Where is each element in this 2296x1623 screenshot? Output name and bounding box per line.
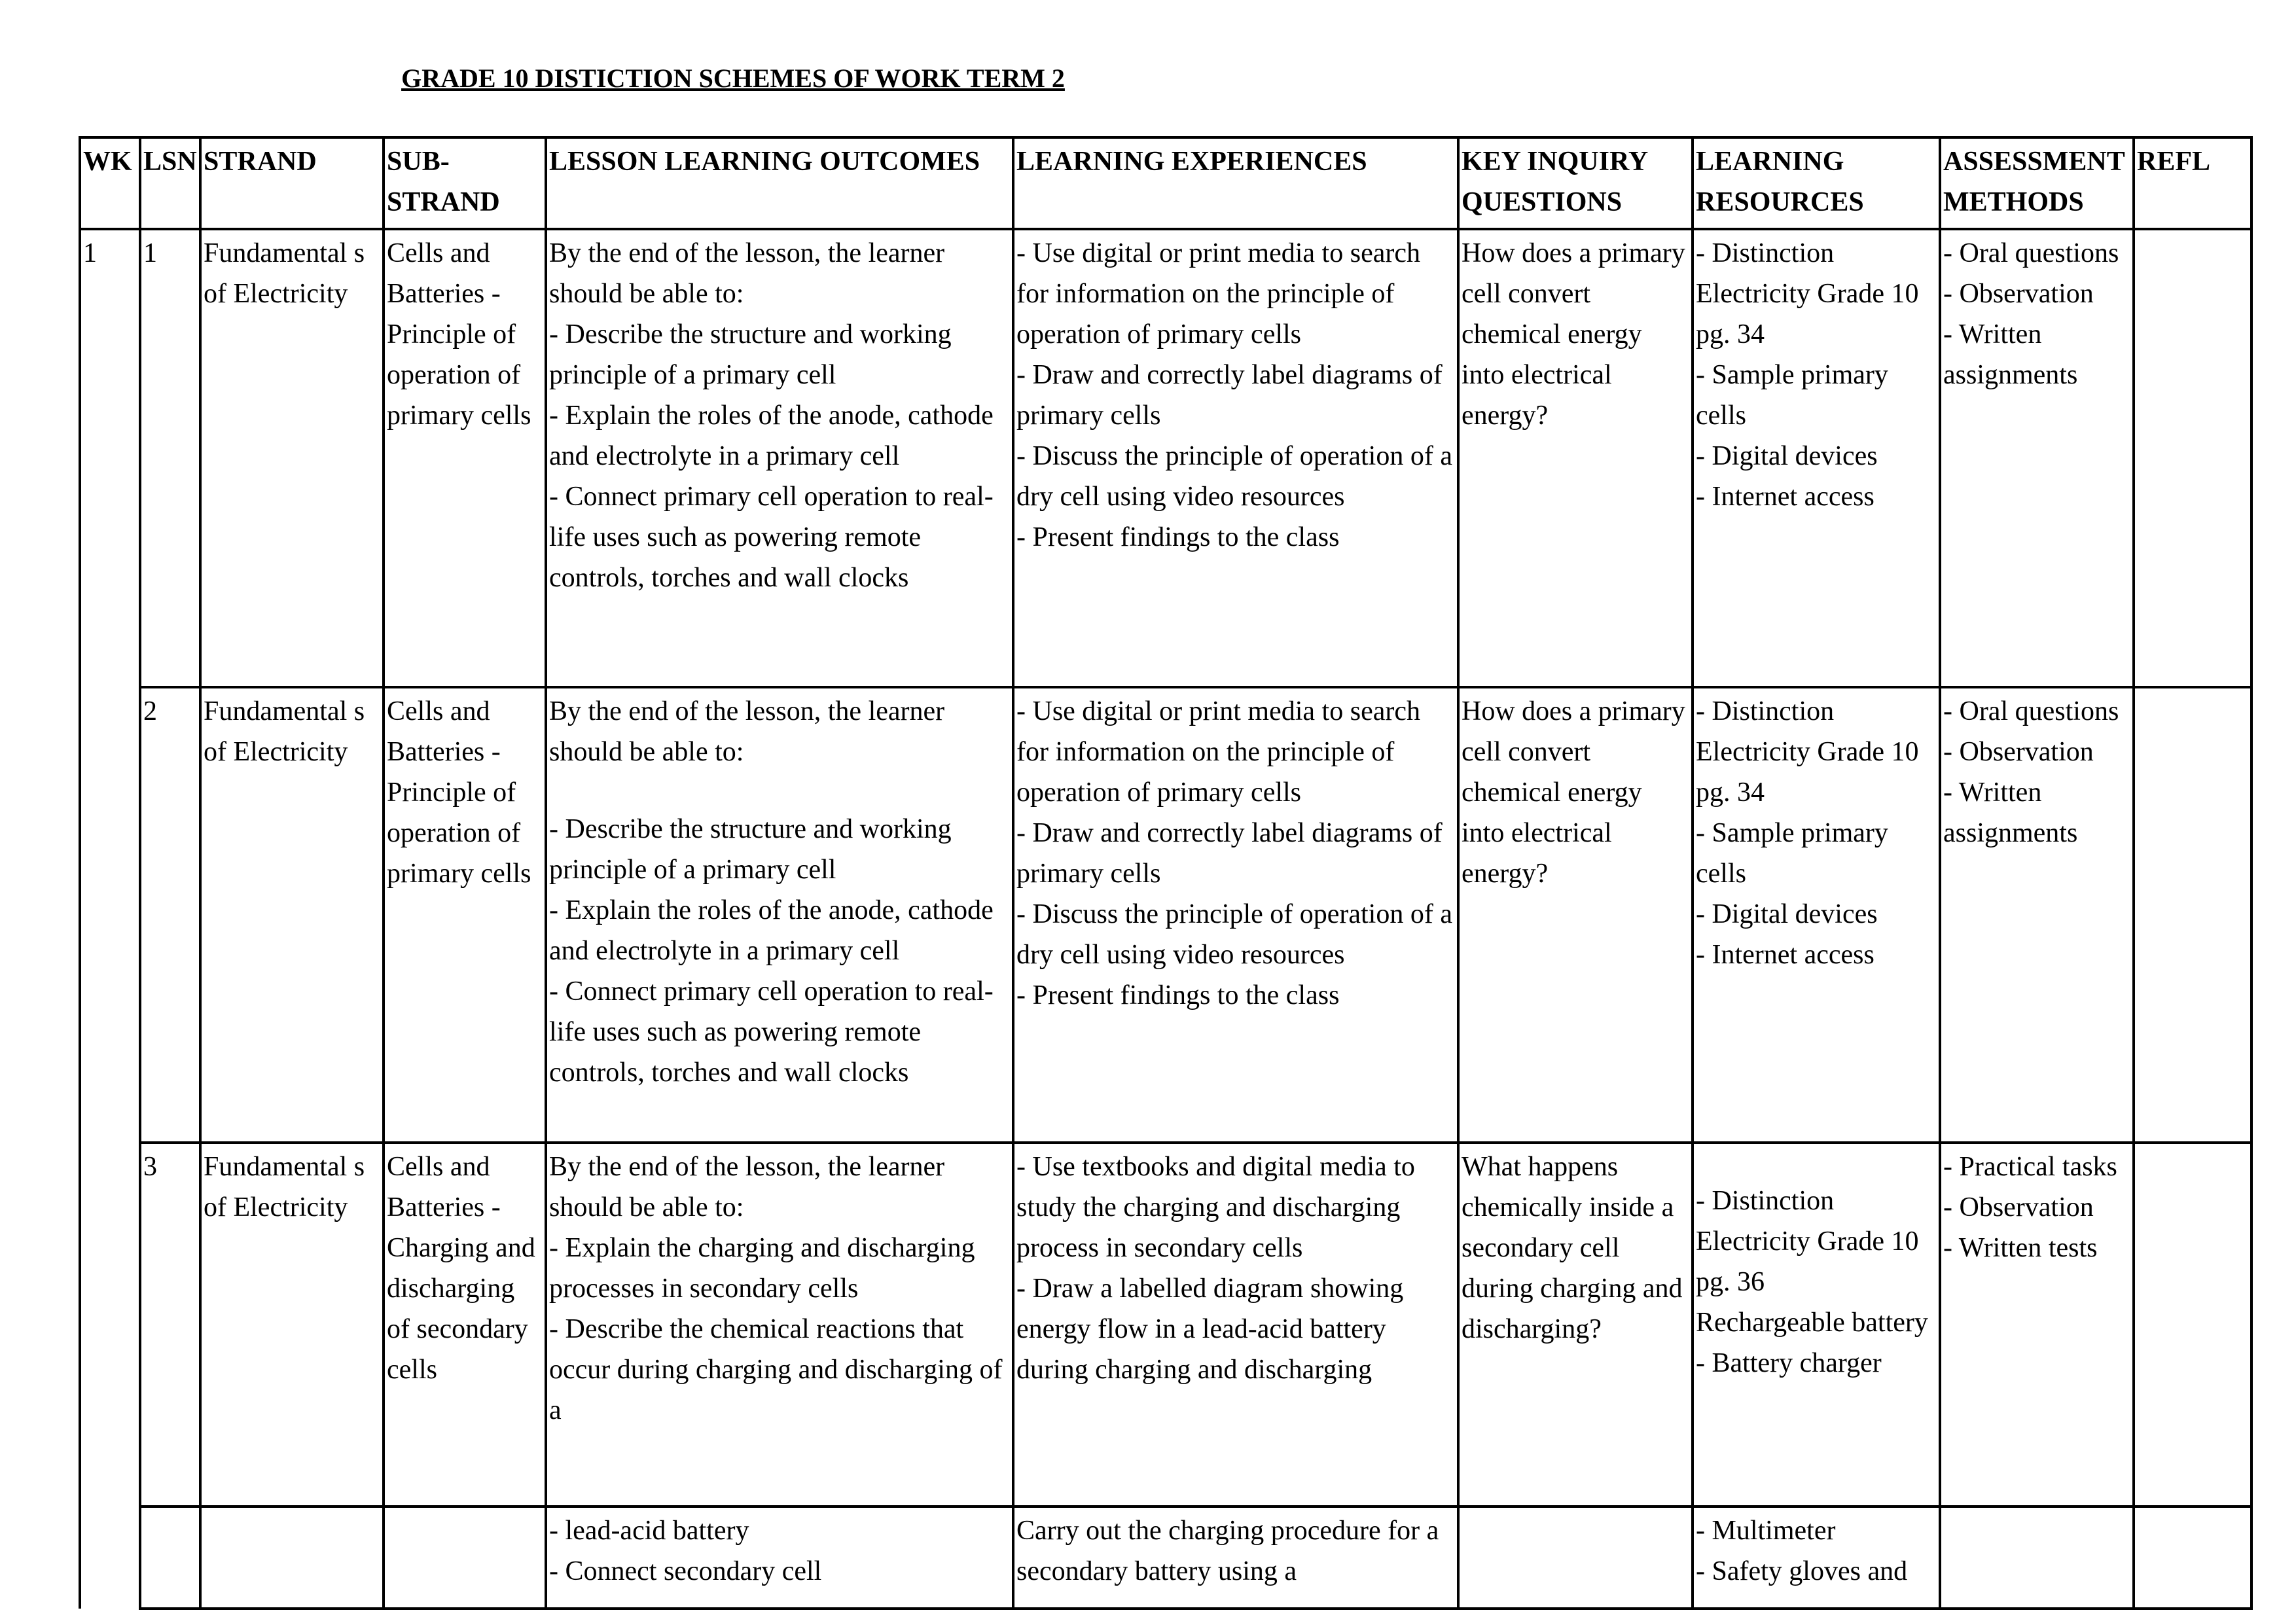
outcome-line: By the end of the lesson, the learner should be able to:	[549, 1152, 945, 1222]
inquiry-cell: How does a primary cell convert chemical energy into electrical energy?	[1458, 687, 1693, 1143]
table-row	[80, 687, 2251, 1143]
experiences-cell	[1013, 1143, 1458, 1507]
header-lsn: LSN	[140, 137, 200, 229]
header-wk: WK	[80, 137, 140, 229]
outcome-line: - Connect secondary cell	[549, 1556, 822, 1586]
outcome-line: - lead-acid battery	[549, 1516, 749, 1546]
resource-line: - Distinction Electricity Grade 10 pg. 34	[1696, 696, 1919, 808]
resource-line: - Sample primary cells	[1696, 360, 1888, 431]
experience-line: - Use digital or print media to search for information on the principle of operation of primary cells	[1016, 696, 1420, 808]
outcomes-cell	[546, 687, 1013, 1143]
outcome-line: - Explain the roles of the anode, cathode and electrolyte in a primary cell	[549, 401, 994, 471]
reflection-cell	[2134, 687, 2251, 1143]
header-sub-strand: SUB-STRAND	[384, 137, 546, 229]
strand-cell	[200, 1507, 384, 1609]
table-row	[80, 1143, 2251, 1507]
outcome-line: - Describe the chemical reactions that occur during charging and discharging of a	[549, 1314, 1003, 1425]
sub-strand-cell: Cells and Batteries - Principle of operation of primary cells	[384, 229, 546, 687]
outcome-line: - Connect primary cell operation to real-life uses such as powering remote controls, torches and wall clocks	[549, 482, 994, 593]
outcome-line: By the end of the lesson, the learner should be able to:	[549, 696, 945, 767]
assessment-line: - Oral questions - Observation	[1943, 238, 2119, 309]
scheme-of-work-table	[79, 136, 2253, 1610]
resource-line: - Battery charger	[1696, 1348, 1882, 1378]
experience-line: - Use digital or print media to search for information on the principle of operation of primary cells	[1016, 238, 1420, 349]
assessment-line: - Practical tasks - Observation	[1943, 1152, 2117, 1222]
experience-line: - Present findings to the class	[1016, 980, 1340, 1010]
outcome-line: - Explain the charging and discharging processes in secondary cells	[549, 1233, 975, 1304]
experiences-cell	[1013, 229, 1458, 687]
assessment-cell	[1940, 687, 2134, 1143]
strand-cell: Fundamental s of Electricity	[200, 687, 384, 1143]
week-cell	[80, 1507, 140, 1609]
experience-line: - Draw and correctly label diagrams of primary cells	[1016, 360, 1443, 431]
resource-line: - Multimeter	[1696, 1516, 1836, 1546]
inquiry-cell: How does a primary cell convert chemical energy into electrical energy?	[1458, 229, 1693, 687]
assessment-line: - Oral questions - Observation	[1943, 696, 2119, 767]
assessment-line: - Written tests	[1943, 1233, 2098, 1263]
resource-line: - Digital devices	[1696, 441, 1878, 471]
week-cell	[80, 687, 140, 1143]
experiences-cell	[1013, 687, 1458, 1143]
resource-line: - Internet access	[1696, 482, 1874, 512]
strand-cell: Fundamental s of Electricity	[200, 229, 384, 687]
inquiry-cell	[1458, 1507, 1693, 1609]
sub-strand-cell: Cells and Batteries - Charging and discharging of secondary cells	[384, 1143, 546, 1507]
outcome-line: - Describe the structure and working principle of a primary cell	[549, 319, 952, 390]
header-assessment: ASSESSMENT METHODS	[1940, 137, 2134, 229]
resources-cell	[1693, 1143, 1940, 1507]
header-resources: LEARNING RESOURCES	[1693, 137, 1940, 229]
resource-line: - Safety gloves and	[1696, 1556, 1908, 1586]
resource-line: - Sample primary cells	[1696, 818, 1888, 889]
inquiry-cell: What happens chemically inside a secondary cell during charging and discharging?	[1458, 1143, 1693, 1507]
table-row	[80, 229, 2251, 687]
experience-line: - Discuss the principle of operation of a dry cell using video resources	[1016, 899, 1452, 970]
experience-line: - Discuss the principle of operation of a dry cell using video resources	[1016, 441, 1452, 512]
header-inquiry: KEY INQUIRY QUESTIONS	[1458, 137, 1693, 229]
resource-line: - Digital devices	[1696, 899, 1878, 929]
outcome-line: - Describe the structure and working principle of a primary cell	[549, 814, 952, 885]
assessment-cell	[1940, 1507, 2134, 1609]
week-cell	[80, 1143, 140, 1507]
experience-line: - Present findings to the class	[1016, 522, 1340, 552]
experience-line: - Use textbooks and digital media to study the charging and discharging process in secondary cells	[1016, 1152, 1415, 1263]
resource-line: Rechargeable battery	[1696, 1308, 1928, 1338]
outcomes-cell	[546, 1143, 1013, 1507]
header-outcomes: LESSON LEARNING OUTCOMES	[546, 137, 1013, 229]
strand-cell: Fundamental s of Electricity	[200, 1143, 384, 1507]
sub-strand-cell	[384, 1507, 546, 1609]
outcomes-cell	[546, 229, 1013, 687]
header-experiences: LEARNING EXPERIENCES	[1013, 137, 1458, 229]
reflection-cell	[2134, 1507, 2251, 1609]
assessment-line: - Written assignments	[1943, 319, 2078, 390]
resource-line: - Internet access	[1696, 940, 1874, 970]
experience-line: Carry out the charging procedure for a secondary battery using a	[1016, 1516, 1439, 1586]
resources-cell	[1693, 1507, 1940, 1609]
lesson-cell: 2	[140, 687, 200, 1143]
sub-strand-cell: Cells and Batteries - Principle of operation of primary cells	[384, 687, 546, 1143]
outcomes-cell	[546, 1507, 1013, 1609]
assessment-cell	[1940, 229, 2134, 687]
outcome-line: - Connect primary cell operation to real-life uses such as powering remote controls, torches and wall clocks	[549, 976, 994, 1088]
resources-cell	[1693, 229, 1940, 687]
experience-line: - Draw a labelled diagram showing energy flow in a lead-acid battery during charging and discharging	[1016, 1274, 1404, 1385]
assessment-cell	[1940, 1143, 2134, 1507]
reflection-cell	[2134, 1143, 2251, 1507]
header-strand: STRAND	[200, 137, 384, 229]
lesson-cell	[140, 1507, 200, 1609]
document-title: GRADE 10 DISTICTION SCHEMES OF WORK TERM 2	[401, 63, 1065, 93]
experiences-cell	[1013, 1507, 1458, 1609]
lesson-cell: 1	[140, 229, 200, 687]
week-cell: 1	[80, 229, 140, 687]
resource-line: - Distinction Electricity Grade 10 pg. 36	[1696, 1186, 1919, 1297]
outcome-line: By the end of the lesson, the learner should be able to:	[549, 238, 945, 309]
resource-line: - Distinction Electricity Grade 10 pg. 34	[1696, 238, 1919, 349]
assessment-line: - Written assignments	[1943, 777, 2078, 848]
outcome-line: - Explain the roles of the anode, cathode and electrolyte in a primary cell	[549, 895, 994, 966]
experience-line: - Draw and correctly label diagrams of primary cells	[1016, 818, 1443, 889]
lesson-cell: 3	[140, 1143, 200, 1507]
header-refl: REFL	[2134, 137, 2251, 229]
reflection-cell	[2134, 229, 2251, 687]
table-row	[80, 1507, 2251, 1609]
resources-cell	[1693, 687, 1940, 1143]
header-row	[80, 137, 2251, 229]
